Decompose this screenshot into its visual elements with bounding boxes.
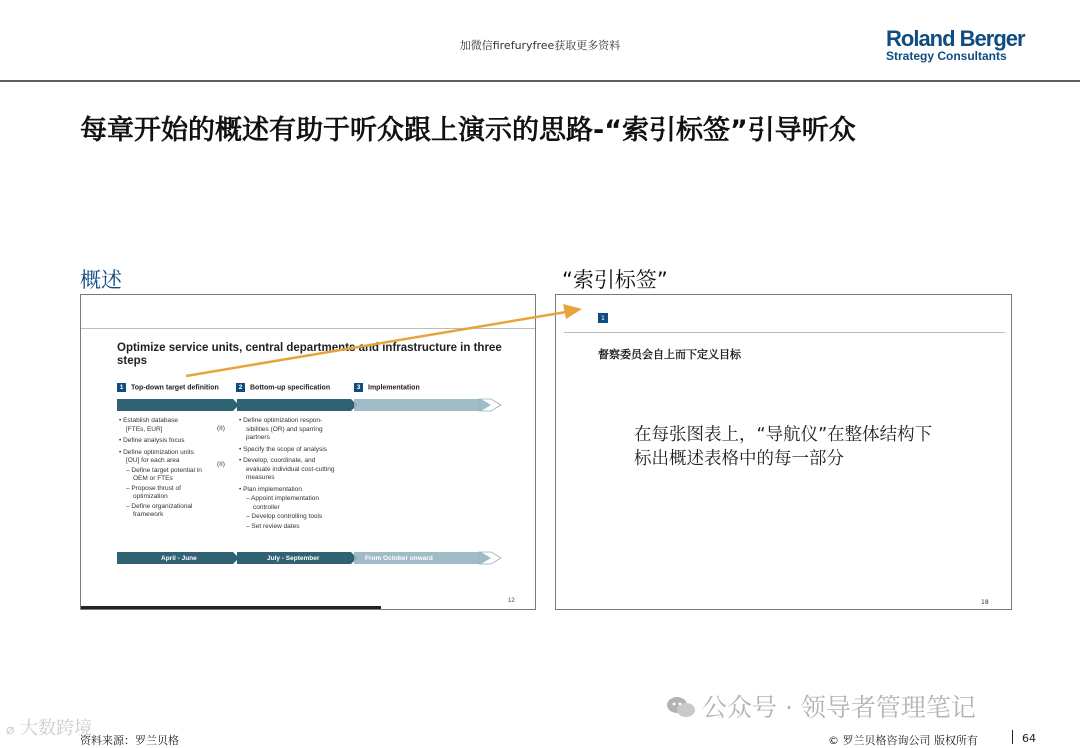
overview-label: 概述	[80, 268, 122, 292]
step-2-label: Bottom-up specification	[250, 384, 331, 392]
index-tab-number: 1	[598, 313, 608, 323]
header-note: 加微信firefuryfree获取更多资料	[459, 39, 621, 52]
wechat-icon	[666, 695, 696, 719]
page-title: 每章开始的概述有助于听众跟上演示的思路-“索引标签”引导听众	[80, 115, 856, 146]
step-2-number: 2	[236, 383, 245, 392]
step-2-details: • Define optimization respon- sibilities (OR) and sparring partners • Specify the scope of analysis • Develop, coordinate, and evaluate individual cost-cutting measures • Plan implementation – Appoint implementation controller – Develop controlling tools – Set review dates	[239, 417, 335, 530]
connector-arrow-line	[186, 312, 566, 376]
step-1-number: 1	[117, 383, 126, 392]
wechat-watermark-text: 公众号 · 领导者管理笔记	[702, 693, 976, 722]
callout-text: 在每张图表上，“导航仪”在整体结构下标出概述表格中的每一部分	[634, 425, 933, 469]
source-note: 资料来源：罗兰贝格	[80, 734, 179, 747]
timeline-label-3: From October onward	[365, 555, 433, 562]
overview-slide-page-number: 12	[508, 598, 515, 604]
timeline-label-2: July - September	[267, 555, 320, 562]
left-watermark-text: 大数跨境	[20, 718, 93, 739]
page-number: 64	[1022, 732, 1036, 745]
tag-1: (II)	[217, 425, 225, 432]
step-1-details: • Establish database [FTEs, EUR] • Define analysis focus • Define optimization units [OU] for each area – Define target potential in OEM or FTEs – Propose thrust of optimization – Define organizational framework	[119, 417, 202, 518]
brand-sub-text: Strategy Consultants	[886, 49, 1007, 63]
overview-slide-title: Optimize service units, central departments and infrastructure in three steps	[117, 342, 502, 367]
wechat-watermark	[666, 688, 976, 724]
index-slide-page-number: 18	[981, 599, 989, 606]
index-slide-title: 督察委员会自上而下定义目标	[598, 348, 741, 361]
index-tab-label: “索引标签”	[562, 268, 668, 292]
copyright-note: © 罗兰贝格咨询公司 版权所有	[828, 734, 978, 747]
tag-2: (II)	[217, 461, 225, 468]
footer-separator	[1012, 730, 1013, 744]
brand-main-text: Roland Berger	[886, 26, 1025, 51]
step-3-number: 3	[354, 383, 363, 392]
step-3-label: Implementation	[368, 384, 420, 392]
timeline-label-1: April - June	[161, 555, 197, 562]
step-1-label: Top-down target definition	[131, 384, 219, 392]
watermark-logo-icon: ⌀	[6, 722, 15, 738]
arrowhead-icon	[563, 304, 582, 319]
